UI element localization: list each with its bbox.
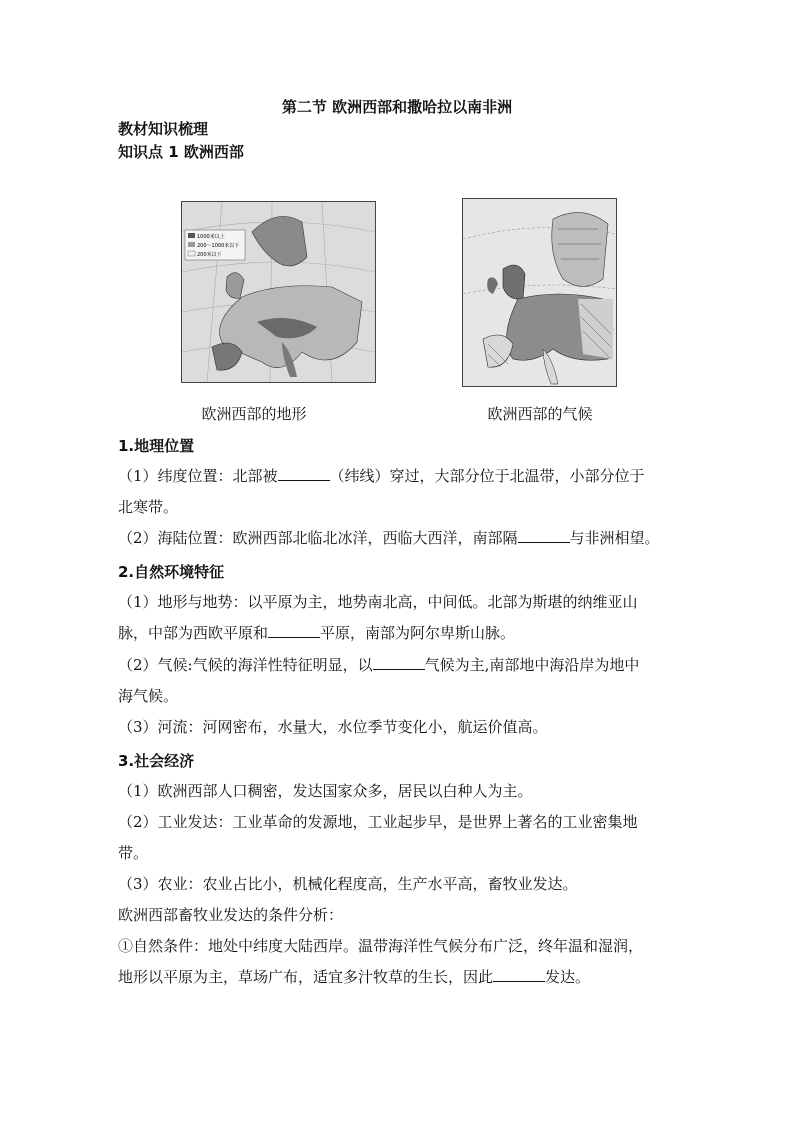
page-title: 第二节 欧洲西部和撒哈拉以南非洲 — [281, 98, 513, 116]
paragraph-agriculture: （3）农业：农业占比小，机械化程度高，生产水平高，畜牧业发达。 — [118, 875, 578, 893]
terrain-legend-label: 200～1000米以下 — [197, 243, 240, 249]
terrain-legend-label: 1000米以上 — [197, 234, 225, 240]
terrain-map-figure — [181, 201, 376, 383]
paragraph-climate: （2）气候:气候的海洋性特征明显，以 气候为主,南部地中海沿岸为地中 海气候。 — [118, 656, 640, 705]
knowledge-point-heading: 知识点 1 欧洲西部 — [118, 143, 244, 161]
section-3-heading: 3.社会经济 — [118, 752, 195, 770]
section-heading: 教材知识梳理 — [118, 120, 209, 138]
section-2-heading: 2.自然环境特征 — [118, 563, 225, 581]
fill-blank[interactable] — [268, 623, 320, 638]
paragraph-terrain: （1）地形与地势：以平原为主，地势南北高，中间低。北部为斯堪的纳维亚山 脉，中部为西欧平原和 平原，南部为阿尔卑斯山脉。 — [118, 593, 638, 642]
fill-blank[interactable] — [278, 466, 330, 481]
paragraph-analysis-intro: 欧洲西部畜牧业发达的条件分析： — [118, 906, 344, 924]
paragraph-rivers: （3）河流：河网密布，水量大，水位季节变化小，航运价值高。 — [118, 718, 548, 736]
fill-blank[interactable] — [518, 528, 570, 543]
climate-map-caption: 欧洲西部的气候 — [487, 405, 593, 423]
paragraph-latitude: （1）纬度位置：北部被 （纬线）穿过，大部分位于北温带，小部分位于 北寒带。 — [118, 467, 645, 516]
terrain-map-caption: 欧洲西部的地形 — [201, 405, 307, 423]
fill-blank[interactable] — [493, 967, 545, 982]
paragraph-industry: （2）工业发达：工业革命的发源地，工业起步早，是世界上著名的工业密集地 带。 — [118, 813, 638, 862]
paragraph-sea-land: （2）海陆位置：欧洲西部北临北冰洋，西临大西洋，南部隔 与非洲相望。 — [118, 529, 660, 547]
fill-blank[interactable] — [373, 655, 425, 670]
terrain-legend-label: 200米以下 — [197, 252, 222, 258]
section-1-heading: 1.地理位置 — [118, 437, 195, 455]
paragraph-population: （1）欧洲西部人口稠密，发达国家众多，居民以白种人为主。 — [118, 782, 533, 800]
paragraph-natural-conditions: ①自然条件：地处中纬度大陆西岸。温带海洋性气候分布广泛，终年温和湿润， 地形以平原为主，草场广布，适宜多汁牧草的生长，因此 发达。 — [118, 937, 644, 986]
terrain-map-image — [182, 202, 375, 382]
climate-map-image — [463, 199, 616, 386]
climate-map-figure — [462, 198, 617, 387]
